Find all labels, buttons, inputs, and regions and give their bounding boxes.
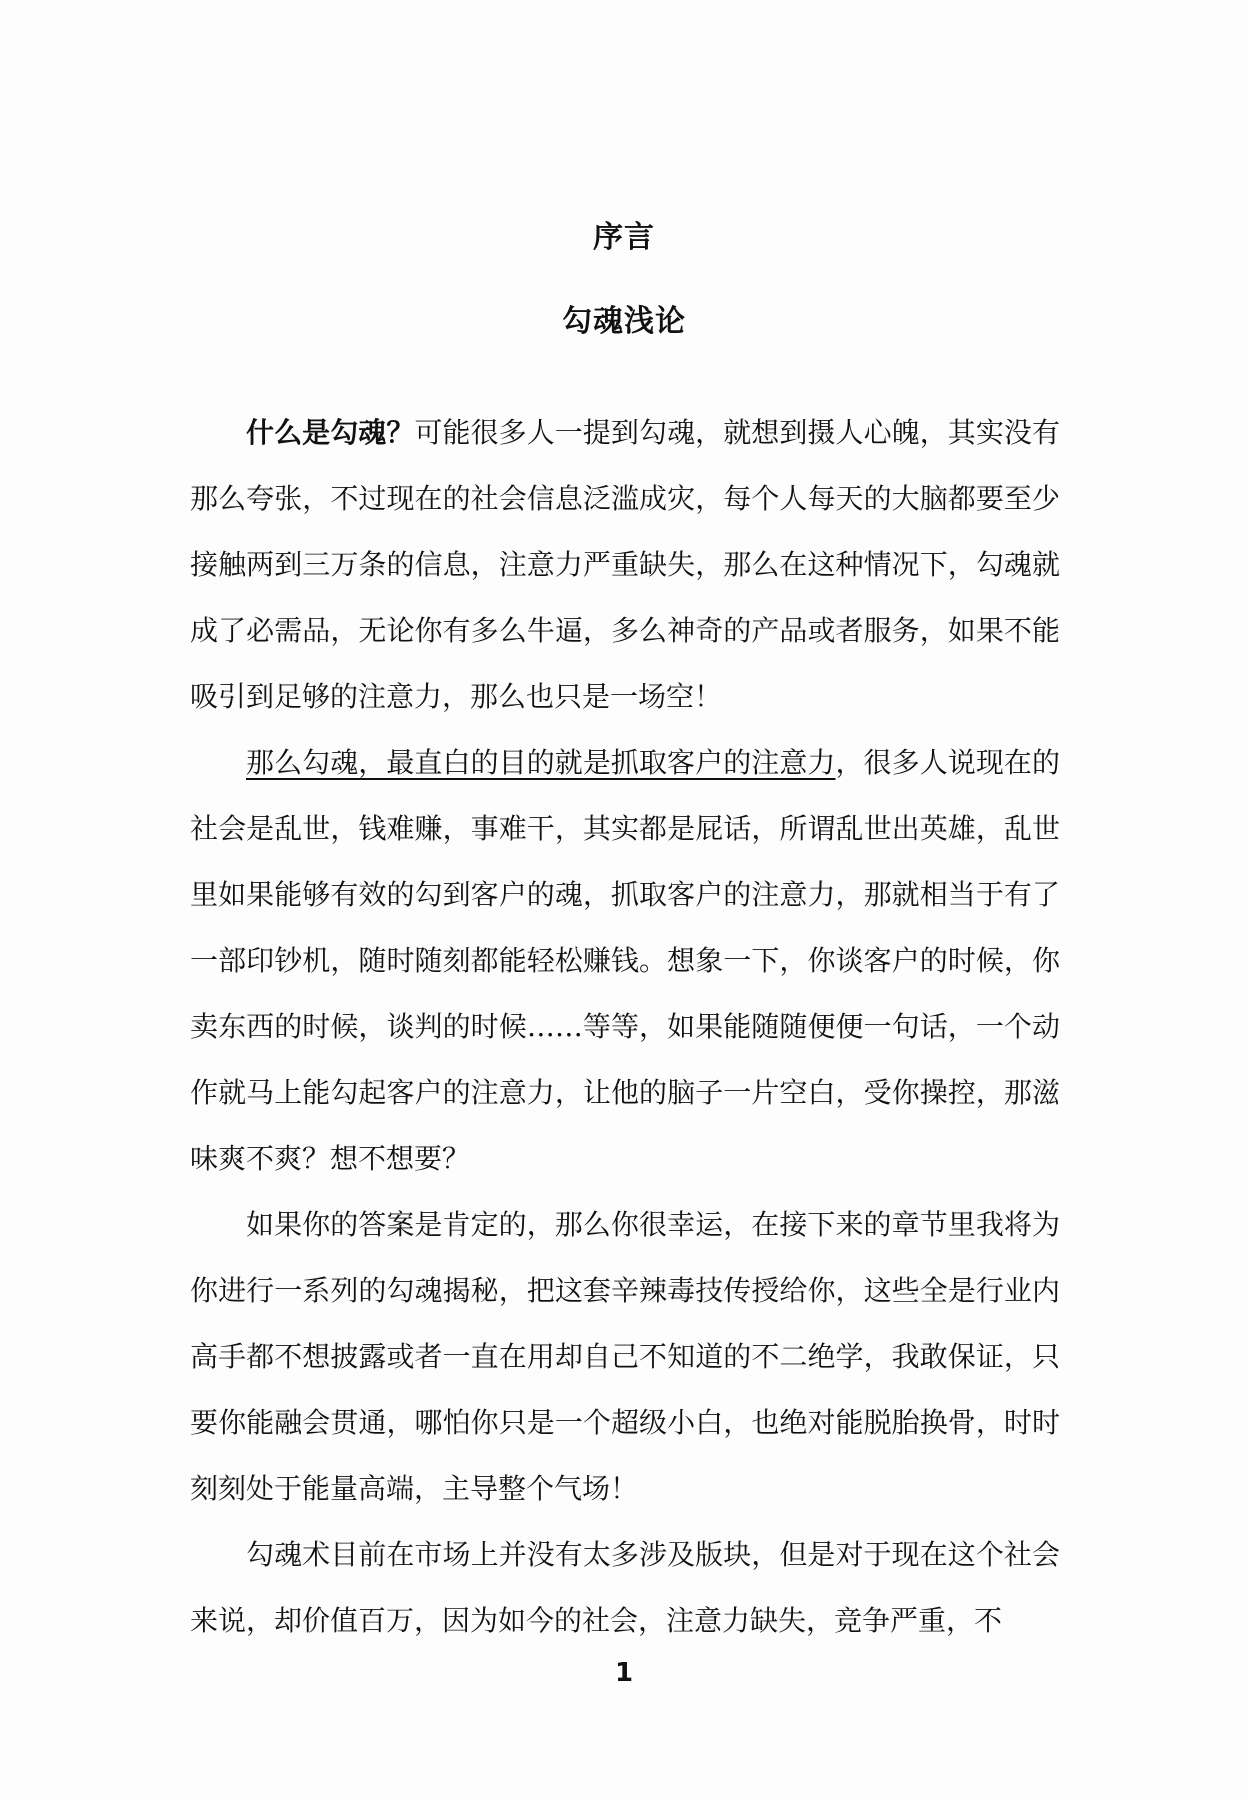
paragraph-text: 可能很多人一提到勾魂，就想到摄人心魄，其实没有那么夸张，不过现在的社会信息泛滥成灾，每个人每天的大脑都要至少接触两到三万条的信息，注意力严重缺失，那么在这种情况下，勾魂就成了必需品，无论你有多么牛逼，多么神奇的产品或者服务，如果不能吸引到足够的注意力，那么也只是一场空！ [190,416,1060,713]
paragraph-lead: 什么是勾魂？ [246,416,415,449]
paragraph-text: 如果你的答案是肯定的，那么你很幸运，在接下来的章节里我将为你进行一系列的勾魂揭秘，把这套辛辣毒技传授给你，这些全是行业内高手都不想披露或者一直在用却自己不知道的不二绝学，我敢保证，只要你能融会贯通，哪怕你只是一个超级小白，也绝对能脱胎换骨，时时刻刻处于能量高端，主导整个气场！ [190,1208,1060,1505]
document-body [190,400,1060,1654]
paragraph-text: ，很多人说现在的社会是乱世，钱难赚，事难干，其实都是屁话，所谓乱世出英雄，乱世里如果能够有效的勾到客户的魂，抓取客户的注意力，那就相当于有了一部印钞机，随时随刻都能轻松赚钱。想象一下，你谈客户的时候，你卖东西的时候，谈判的时候……等等，如果能随随便便一句话，一个动作就马上能勾起客户的注意力，让他的脑子一片空白，受你操控，那滋味爽不爽？想不想要？ [190,746,1060,1175]
paragraph-1 [190,400,1060,730]
paragraph-4 [190,1522,1060,1654]
page-subtitle: 勾魂浅论 [562,304,686,339]
paragraph-2 [190,730,1060,1192]
page-number: 1 [614,1658,634,1688]
paragraph-text: 勾魂术目前在市场上并没有太多涉及版块，但是对于现在这个社会来说，却价值百万，因为如今的社会，注意力缺失，竞争严重，不 [190,1538,1060,1637]
page-title: 序言 [593,220,655,255]
paragraph-3 [190,1192,1060,1522]
underlined-text: 那么勾魂，最直白的目的就是抓取客户的注意力 [246,746,836,779]
